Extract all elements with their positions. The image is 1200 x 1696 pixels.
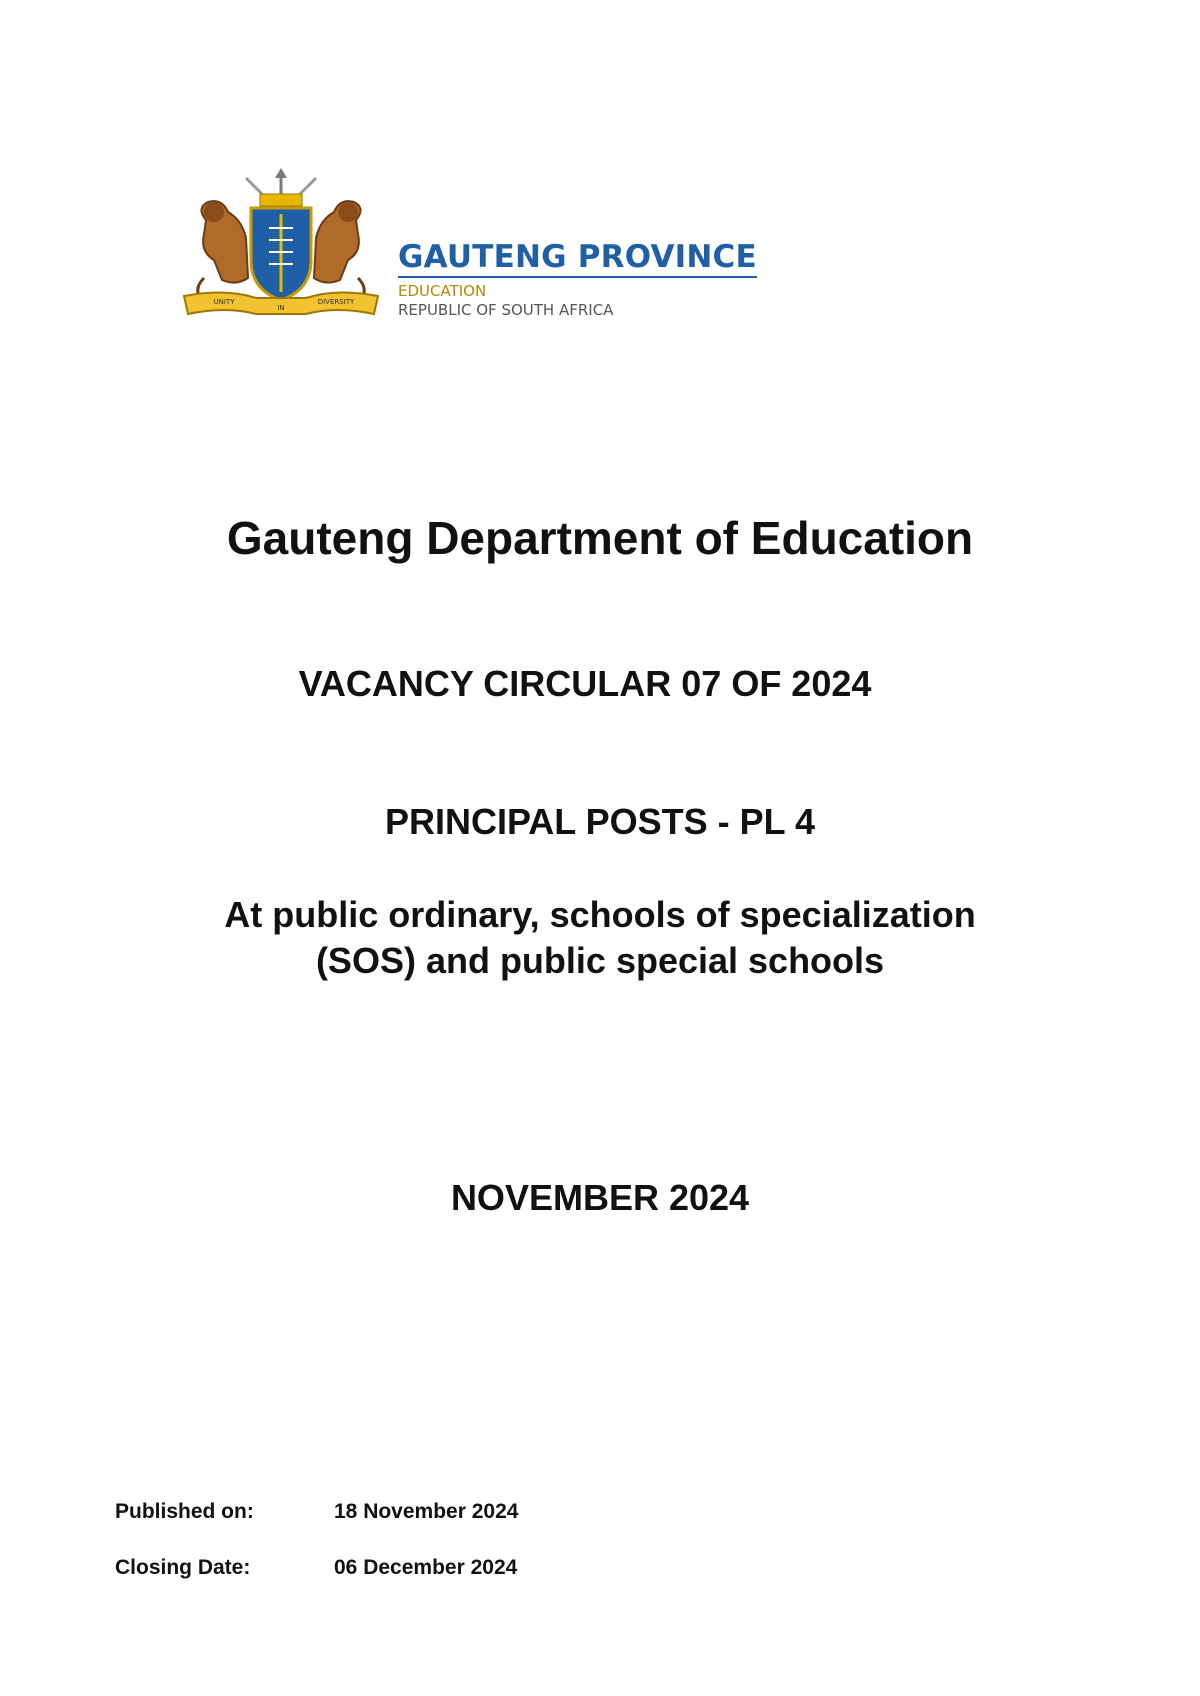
- coat-of-arms-icon: [176, 168, 386, 328]
- closing-row: [115, 1553, 518, 1583]
- closing-value: 06 December 2024: [334, 1556, 518, 1579]
- schools-line-2: (SOS) and public special schools: [315, 940, 885, 981]
- dates-block: [115, 1497, 518, 1609]
- schools-line-1: At public ordinary, schools of specialization: [224, 894, 976, 935]
- logo-department: EDUCATION: [398, 282, 487, 300]
- published-label: Published on:: [115, 1500, 254, 1523]
- published-row: [115, 1497, 518, 1527]
- posts-title: PRINCIPAL POSTS - PL 4: [384, 801, 816, 842]
- department-title: Gauteng Department of Education: [226, 512, 974, 564]
- circular-title: VACANCY CIRCULAR 07 OF 2024: [298, 663, 872, 704]
- svg-text:DIVERSITY: DIVERSITY: [317, 298, 355, 306]
- published-value: 18 November 2024: [334, 1500, 519, 1523]
- schools-description: [0, 892, 1200, 984]
- logo-country: REPUBLIC OF SOUTH AFRICA: [398, 301, 614, 319]
- logo-province-name: GAUTENG PROVINCE: [398, 240, 757, 278]
- logo-text: [398, 240, 758, 320]
- svg-text:UNITY: UNITY: [213, 298, 235, 306]
- closing-label: Closing Date:: [115, 1556, 251, 1579]
- publication-month: NOVEMBER 2024: [450, 1177, 750, 1218]
- gauteng-logo: [176, 168, 756, 328]
- svg-text:IN: IN: [277, 304, 285, 312]
